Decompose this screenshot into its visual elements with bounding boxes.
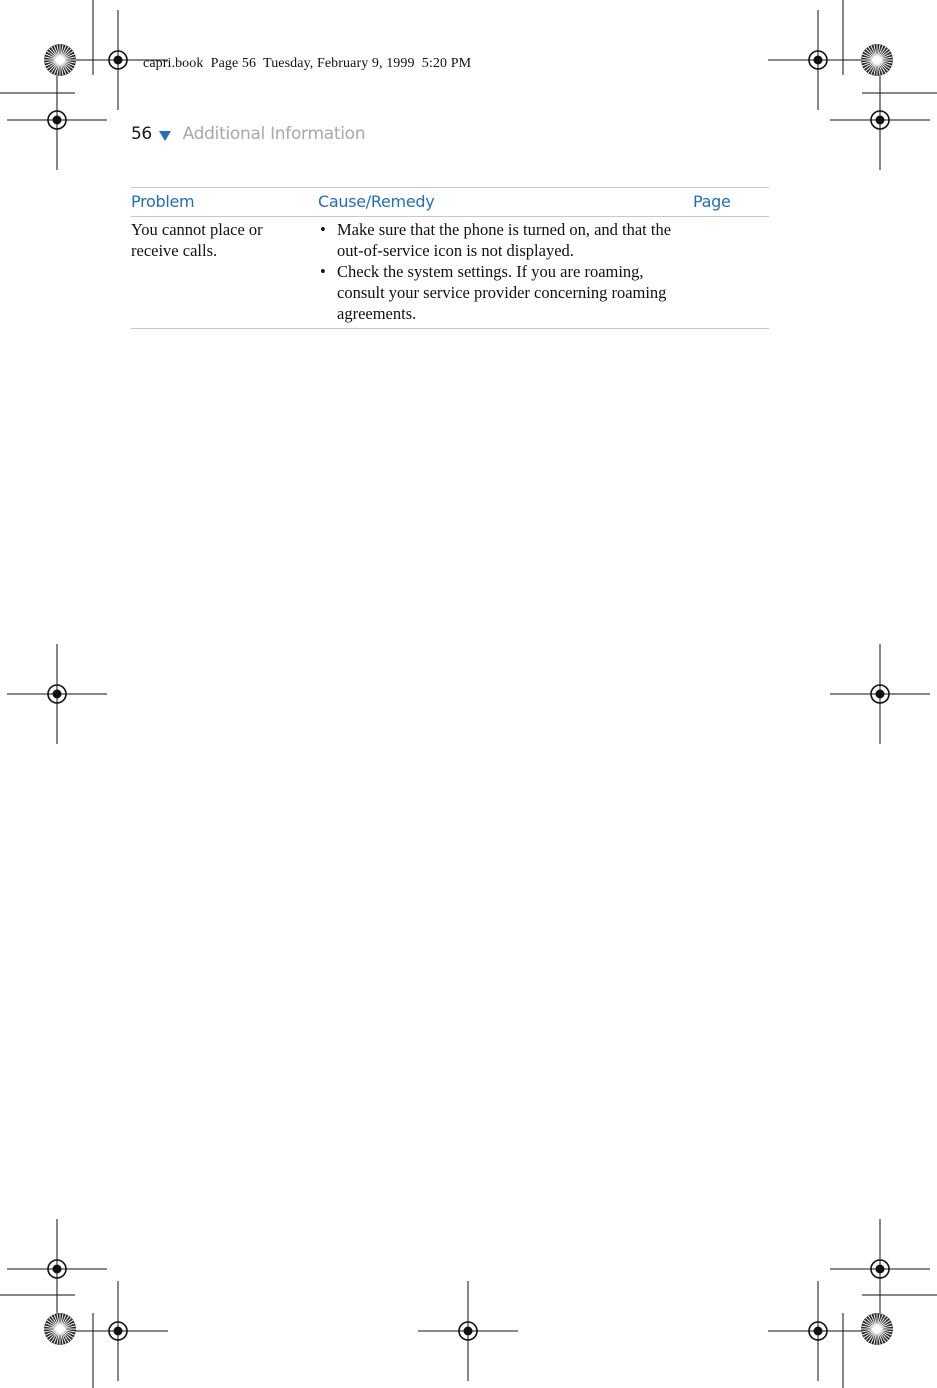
registration-mark-icon <box>418 1281 518 1381</box>
registration-mark-icon <box>768 10 868 110</box>
section-title: Additional Information <box>182 124 366 144</box>
troubleshooting-table <box>131 187 769 329</box>
registration-mark-icon <box>7 1219 107 1319</box>
column-header-page: Page <box>693 188 769 217</box>
down-triangle-icon <box>159 131 171 141</box>
remedy-list <box>318 219 693 324</box>
registration-mark-icon <box>68 1281 168 1381</box>
registration-mark-icon <box>830 1219 930 1319</box>
remedy-cell <box>318 217 693 329</box>
column-header-cause-remedy: Cause/Remedy <box>318 188 693 217</box>
starburst-target-icon <box>44 44 76 76</box>
print-slug: capri.book Page 56 Tuesday, February 9, 1999 5:20 PM <box>143 56 472 71</box>
page-number: 56 <box>131 124 152 144</box>
registration-mark-icon <box>830 644 930 744</box>
table-row <box>131 217 769 329</box>
registration-mark-icon <box>768 1281 868 1381</box>
registration-mark-icon <box>7 644 107 744</box>
running-head <box>131 124 365 144</box>
problem-text: You cannot place or receive calls. <box>131 220 263 260</box>
remedy-item: • Check the system settings. If you are roaming, consult your service provider concerning roaming agreements. <box>318 261 693 324</box>
starburst-target-icon <box>44 1313 76 1345</box>
problem-cell <box>131 217 318 329</box>
starburst-target-icon <box>861 1313 893 1345</box>
column-header-problem: Problem <box>131 188 318 217</box>
registration-mark-icon <box>7 70 107 170</box>
page-cell <box>693 217 769 329</box>
registration-mark-icon <box>830 70 930 170</box>
starburst-target-icon <box>861 44 893 76</box>
table-header-row <box>131 188 769 217</box>
remedy-item: • Make sure that the phone is turned on, and that the out-of-service icon is not displayed. <box>318 219 693 261</box>
